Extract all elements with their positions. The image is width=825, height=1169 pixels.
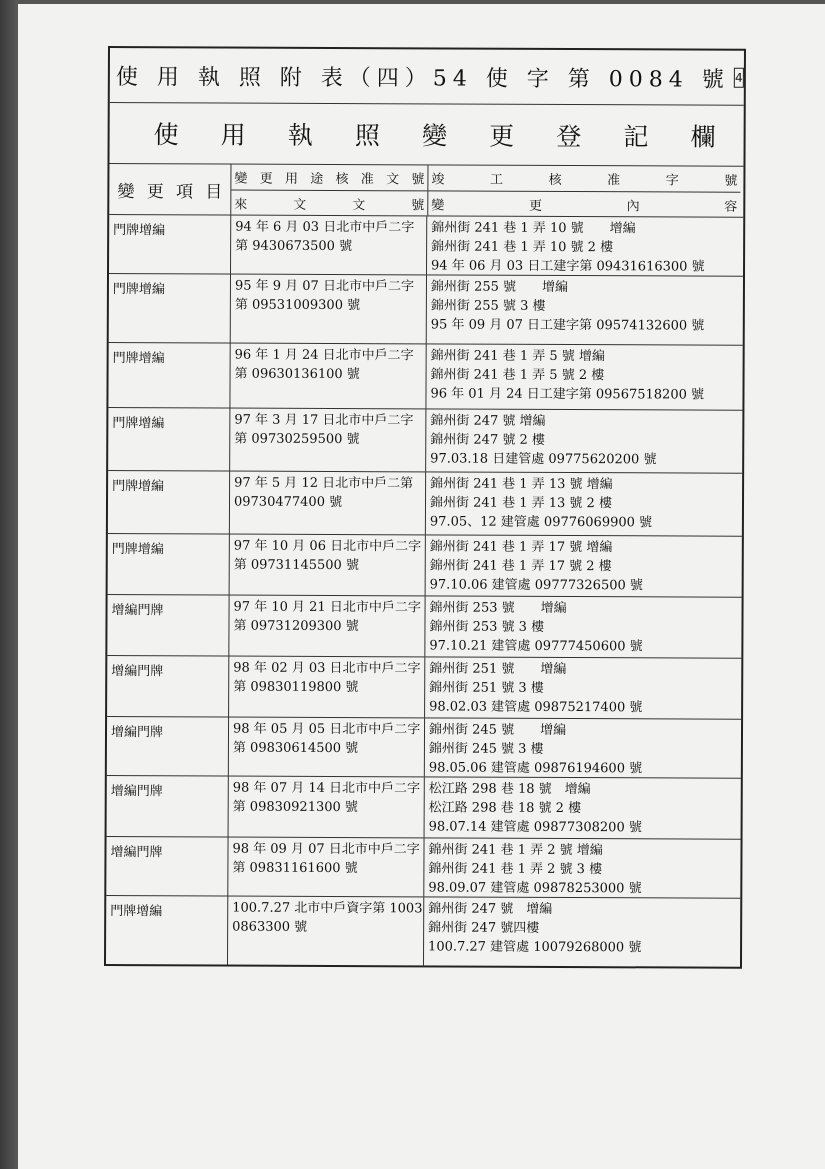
header-approval-char: 文 xyxy=(386,172,400,188)
header-item-char: 項 xyxy=(175,181,194,202)
content-line: 錦州街 241 巷 1 弄 10 號 增編 xyxy=(431,220,636,237)
change-content xyxy=(426,472,738,535)
header-source-char: 文 xyxy=(293,197,307,213)
header-completion-char: 准 xyxy=(607,173,621,189)
change-content xyxy=(425,657,737,718)
approval-ref: 98 年 07 月 14 日北市中戶二字第 09830921300 號 xyxy=(229,777,425,838)
form-title-row xyxy=(110,48,744,106)
approval-ref: 96 年 1 月 24 日北市中戶二字第 09630136100 號 xyxy=(230,344,426,409)
header-content-char: 內 xyxy=(626,198,640,214)
page-number-box: 4 xyxy=(734,68,744,88)
header-source-ref xyxy=(231,190,427,216)
header-completion-char: 工 xyxy=(489,172,504,188)
table-row xyxy=(106,896,740,967)
header-content-char: 變 xyxy=(431,197,445,213)
change-content xyxy=(425,777,737,838)
content-line: 95 年 09 月 07 日工建字第 09574132600 號 xyxy=(430,317,705,334)
header-approval-ref xyxy=(231,165,427,191)
content-line: 錦州街 241 巷 1 弄 10 號 2 樓 xyxy=(431,239,614,256)
header-source-char: 號 xyxy=(411,197,425,213)
change-content xyxy=(424,897,736,966)
content-line: 錦州街 247 號 增編 xyxy=(428,901,553,917)
table-row xyxy=(106,837,740,899)
content-line: 錦州街 247 號四樓 xyxy=(428,920,540,936)
change-item: 門牌增編 xyxy=(108,534,230,595)
table-row xyxy=(109,274,743,346)
scan-edge xyxy=(18,0,825,4)
content-line: 97.10.06 建管處 09777326500 號 xyxy=(429,577,643,594)
change-item: 門牌增編 xyxy=(106,896,228,965)
content-line: 松江路 298 巷 18 號 增編 xyxy=(428,781,591,798)
approval-ref: 100.7.27 北市中戶資字第 10030863300 號 xyxy=(228,897,424,966)
change-item: 增編門牌 xyxy=(107,717,229,776)
content-line: 錦州街 241 巷 1 弄 2 號 3 樓 xyxy=(428,861,603,878)
table-row xyxy=(107,656,741,720)
content-line: 100.7.27 建管處 10079268000 號 xyxy=(428,939,642,956)
approval-ref: 97 年 10 月 21 日北市中戶二字第 09731209300 號 xyxy=(229,596,425,657)
content-line: 94 年 06 月 03 日工建字第 09431616300 號 xyxy=(431,258,705,275)
approval-ref: 97 年 3 月 17 日北市中戶二字第 09730259500 號 xyxy=(230,409,426,472)
change-content xyxy=(427,275,739,344)
content-line: 錦州街 247 號 增編 xyxy=(430,413,546,429)
change-item: 增編門牌 xyxy=(107,656,229,717)
table-row xyxy=(107,595,741,659)
change-item: 增編門牌 xyxy=(107,776,229,837)
content-line: 錦州街 253 號 3 樓 xyxy=(429,619,545,635)
heading-char: 變 xyxy=(421,121,448,151)
content-line: 錦州街 241 巷 1 弄 13 號 2 樓 xyxy=(429,495,613,512)
content-line: 98.05.06 建管處 09876194600 號 xyxy=(428,760,643,777)
content-line: 錦州街 247 號 2 樓 xyxy=(430,432,545,448)
content-line: 錦州街 241 巷 1 弄 5 號 2 樓 xyxy=(430,367,605,384)
content-line: 錦州街 251 號 3 樓 xyxy=(429,680,544,696)
table-header xyxy=(109,164,743,218)
approval-ref: 97 年 5 月 12 日北市中戶二第 09730477400 號 xyxy=(230,472,426,535)
content-line: 錦州街 251 號 增編 xyxy=(429,661,567,678)
table-row xyxy=(109,215,743,277)
change-item: 門牌增編 xyxy=(108,471,230,534)
content-line: 97.10.21 建管處 09777450600 號 xyxy=(429,638,643,655)
approval-ref: 98 年 02 月 03 日北市中戶二字第 09830119800 號 xyxy=(229,657,425,718)
header-approval-char: 用 xyxy=(284,171,299,187)
content-line: 錦州街 241 巷 1 弄 17 號 增編 xyxy=(429,539,613,556)
header-approval-char: 途 xyxy=(310,171,324,187)
approval-ref: 94 年 6 月 03 日北市中戶二字第 9430673500 號 xyxy=(231,216,427,275)
content-line: 錦州街 245 號 3 樓 xyxy=(428,741,544,757)
change-content xyxy=(426,409,738,472)
heading-char: 用 xyxy=(220,120,246,150)
change-content xyxy=(427,216,739,275)
header-content-char: 容 xyxy=(724,199,738,215)
change-content xyxy=(426,344,738,409)
header-approval-char: 更 xyxy=(259,171,273,187)
content-line: 錦州街 241 巷 1 弄 13 號 增編 xyxy=(430,476,613,493)
header-col-completion xyxy=(428,165,740,216)
header-source-char: 文 xyxy=(352,197,366,213)
header-item-char: 變 xyxy=(117,181,135,202)
content-line: 松江路 298 巷 18 號 2 樓 xyxy=(428,800,582,817)
usage-license-change-form xyxy=(104,46,746,969)
table-row xyxy=(107,776,741,840)
change-content xyxy=(425,596,737,657)
table-row xyxy=(108,343,742,411)
change-item: 門牌增編 xyxy=(109,274,231,343)
change-content xyxy=(426,535,738,596)
header-completion-char: 核 xyxy=(548,172,562,188)
heading-char: 更 xyxy=(489,121,515,151)
header-col-approval xyxy=(231,165,428,216)
approval-ref: 98 年 09 月 07 日北市中戶二字第 09831161600 號 xyxy=(228,838,424,897)
heading-char: 記 xyxy=(623,122,649,152)
content-line: 97.05、12 建管處 09776069900 號 xyxy=(429,514,653,531)
table-body xyxy=(106,215,743,967)
content-line: 98.02.03 建管處 09875217400 號 xyxy=(429,699,643,716)
heading-char: 執 xyxy=(287,120,313,150)
heading-char: 使 xyxy=(153,120,179,150)
table-row xyxy=(107,717,741,779)
heading-char: 照 xyxy=(354,121,381,151)
section-heading xyxy=(109,103,743,167)
approval-ref: 98 年 05 月 05 日北市中戶二字第 09830614500 號 xyxy=(229,718,425,777)
header-item-char: 目 xyxy=(205,181,223,202)
header-approval-char: 核 xyxy=(335,171,349,188)
heading-char: 登 xyxy=(556,121,582,152)
header-completion-char: 竣 xyxy=(431,172,445,188)
header-approval-char: 准 xyxy=(360,172,374,188)
content-line: 97.03.18 日建管處 09775620200 號 xyxy=(430,451,657,468)
content-line: 錦州街 255 號 3 樓 xyxy=(430,298,546,314)
header-completion-char: 字 xyxy=(665,173,679,189)
heading-char: 欄 xyxy=(690,122,716,152)
header-change-item xyxy=(109,164,231,215)
change-content xyxy=(424,838,736,897)
approval-ref: 97 年 10 月 06 日北市中戶二字第 09731145500 號 xyxy=(230,535,426,596)
header-source-char: 來 xyxy=(234,197,248,213)
table-row xyxy=(108,408,742,474)
header-change-content xyxy=(428,190,740,216)
content-line: 96 年 01 月 24 日工建字第 09567518200 號 xyxy=(430,386,705,403)
approval-ref: 95 年 9 月 07 日北市中戶二字第 09531009300 號 xyxy=(231,275,427,344)
content-line: 98.09.07 建管處 09878253000 號 xyxy=(428,880,642,897)
change-item: 增編門牌 xyxy=(107,595,229,656)
header-approval-char: 號 xyxy=(411,172,425,188)
change-item: 門牌增編 xyxy=(108,343,230,408)
content-line: 錦州街 255 號 增編 xyxy=(430,279,569,296)
header-completion-ref xyxy=(428,165,740,191)
header-content-char: 更 xyxy=(528,198,543,214)
content-line: 錦州街 253 號 增編 xyxy=(429,600,567,617)
header-item-char: 更 xyxy=(146,181,164,202)
content-line: 錦州街 241 巷 1 弄 5 號 增編 xyxy=(430,348,605,365)
header-completion-char: 號 xyxy=(724,173,738,189)
form-title: 使 用 執 照 附 表（四）54 使 字 第 0084 號 xyxy=(115,64,730,93)
change-item: 門牌增編 xyxy=(108,408,230,471)
scanned-page xyxy=(18,0,825,1169)
table-row xyxy=(108,471,742,537)
content-line: 錦州街 241 巷 1 弄 17 號 2 樓 xyxy=(429,558,612,575)
change-item: 增編門牌 xyxy=(106,837,228,896)
content-line: 錦州街 241 巷 1 弄 2 號 增編 xyxy=(428,842,603,859)
content-line: 98.07.14 建管處 09877308200 號 xyxy=(428,819,642,836)
change-item: 門牌增編 xyxy=(109,215,231,274)
table-row xyxy=(108,534,742,598)
change-content xyxy=(425,718,737,777)
content-line: 錦州街 245 號 增編 xyxy=(428,722,567,739)
header-approval-char: 變 xyxy=(234,171,248,187)
